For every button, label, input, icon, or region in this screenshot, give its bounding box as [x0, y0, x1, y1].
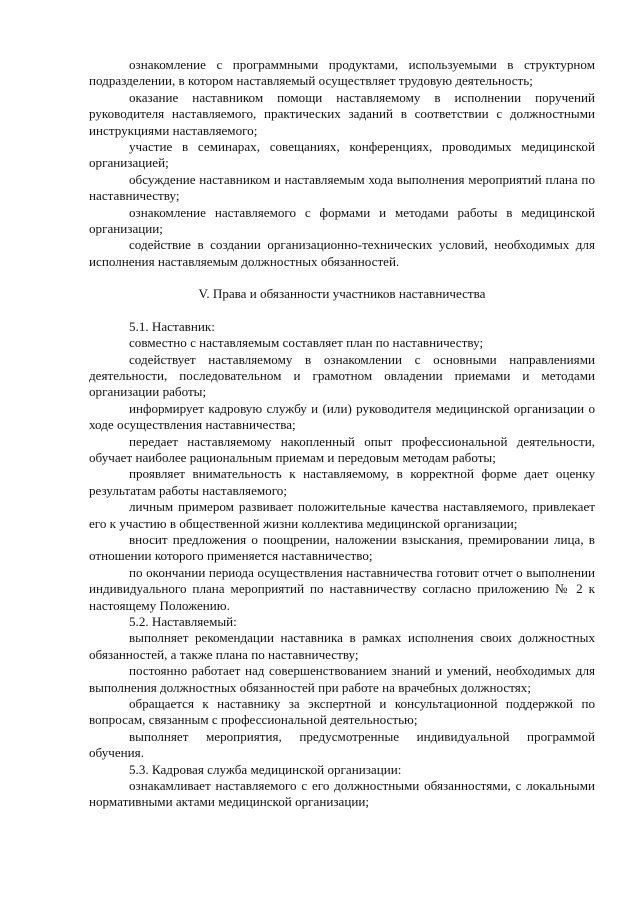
mentor-item-8: по окончании периода осуществления наставничества готовит отчет о выполнении индивидуального плана мероприятий по наставничеству согласно приложению № 2 к настоящему Положению.	[89, 564, 595, 613]
intro-item-5: ознакомление наставляемого с формами и методами работы в медицинской организации;	[89, 204, 595, 237]
intro-item-2: оказание наставником помощи наставляемому в исполнении поручений руководителя наставляемого, практических заданий в соответствии с должностными инструкциями наставляемого;	[89, 89, 595, 138]
mentor-item-4: передает наставляемому накопленный опыт профессиональной деятельности, обучает наиболее рациональным приемам и передовым методам работы;	[89, 433, 595, 465]
mentee-item-4: выполняет мероприятия, предусмотренные индивидуальной программой обучения.	[89, 728, 595, 761]
hr-item-1: ознакамливает наставляемого с его должностными обязанностями, с локальными нормативными актами медицинской организации;	[89, 778, 595, 810]
intro-item-4: обсуждение наставником и наставляемым хода выполнения мероприятий плана по наставничеству;	[89, 171, 595, 204]
mentee-item-2: постоянно работает над совершенствованием знаний и умений, необходимых для выполнения должностных обязанностей при работе на врачебных должностях;	[89, 663, 595, 695]
hr-heading: 5.3. Кадровая служба медицинской организации:	[129, 761, 402, 777]
document-page	[89, 57, 595, 811]
mentor-item-6: личным примером развивает положительные качества наставляемого, привлекает его к участию в общественной жизни коллектива медицинской организации;	[89, 499, 595, 531]
mentor-item-7: вносит предложения о поощрении, наложении взыскания, премировании лица, в отношении которого применяется наставничество;	[89, 531, 595, 564]
mentor-item-3: информирует кадровую службу и (или) руководителя медицинской организации о ходе осуществления наставничества;	[89, 400, 595, 433]
intro-item-1: ознакомление с программными продуктами, используемыми в структурном подразделении, в котором наставляемый осуществляет трудовую деятельность;	[89, 57, 595, 89]
section-title: V. Права и обязанности участников наставничества	[198, 286, 486, 302]
mentor-heading: 5.1. Наставник:	[129, 318, 215, 334]
mentee-item-1: выполняет рекомендации наставника в рамках исполнения своих должностных обязанностей, а также плана по наставничеству;	[89, 630, 595, 662]
mentee-item-3: обращается к наставнику за экспертной и консультационной поддержкой по вопросам, связанным с профессиональной деятельностью;	[89, 696, 595, 728]
mentor-item-1: совместно с наставляемым составляет план по наставничеству;	[129, 335, 484, 351]
mentor-item-5: проявляет внимательность к наставляемому, в корректной форме дает оценку результатам работы наставляемого;	[89, 466, 595, 498]
mentee-heading: 5.2. Наставляемый:	[129, 614, 237, 629]
intro-item-3: участие в семинарах, совещаниях, конференциях, проводимых медицинской организацией;	[89, 139, 595, 171]
intro-item-6: содействие в создании организационно-технических условий, необходимых для исполнения наставляемым должностных обязанностей.	[89, 237, 595, 269]
mentor-item-2: содействует наставляемому в ознакомлении с основными направлениями деятельности, последовательном и грамотном овладении приемами и методами организации работы;	[89, 351, 595, 400]
